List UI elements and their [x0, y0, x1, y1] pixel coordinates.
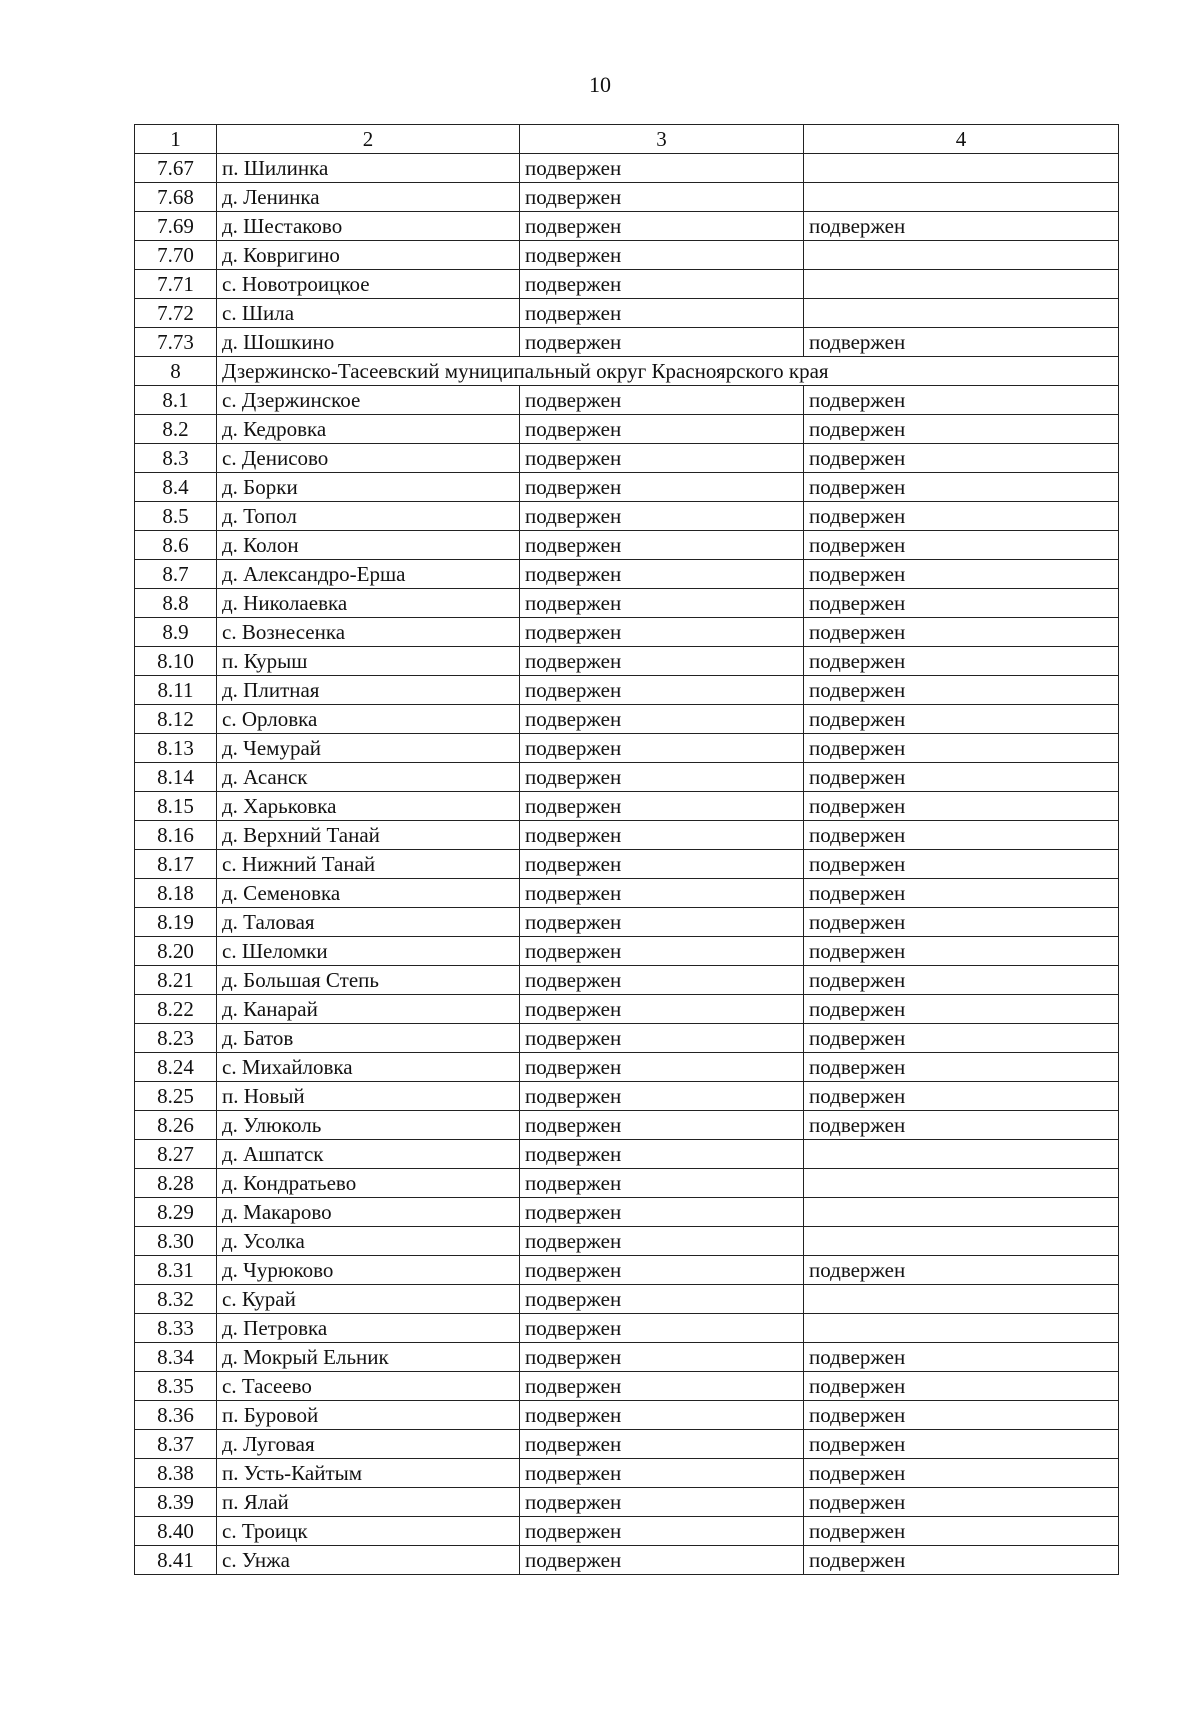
table-row — [135, 763, 1119, 792]
row-number: 8.13 — [135, 734, 217, 763]
row-number: 7.71 — [135, 270, 217, 299]
column-3-value: подвержен — [520, 763, 804, 792]
column-4-value: подвержен — [804, 328, 1119, 357]
column-4-value: подвержен — [804, 618, 1119, 647]
settlement-name: д. Ашпатск — [217, 1140, 520, 1169]
row-number: 8.20 — [135, 937, 217, 966]
table-row — [135, 734, 1119, 763]
table-body — [135, 154, 1119, 1575]
table-row — [135, 792, 1119, 821]
column-4-value — [804, 1285, 1119, 1314]
column-3-value: подвержен — [520, 1314, 804, 1343]
table-row — [135, 154, 1119, 183]
table-row — [135, 1372, 1119, 1401]
table-row — [135, 1024, 1119, 1053]
column-4-value — [804, 1314, 1119, 1343]
settlement-name: п. Курыш — [217, 647, 520, 676]
table-row — [135, 966, 1119, 995]
settlement-name: д. Кондратьево — [217, 1169, 520, 1198]
column-4-value — [804, 1140, 1119, 1169]
row-number: 8.24 — [135, 1053, 217, 1082]
column-4-value: подвержен — [804, 1430, 1119, 1459]
column-3-value: подвержен — [520, 241, 804, 270]
table-row — [135, 937, 1119, 966]
settlement-name: с. Курай — [217, 1285, 520, 1314]
column-4-value: подвержен — [804, 966, 1119, 995]
table-row — [135, 1430, 1119, 1459]
row-number: 8.10 — [135, 647, 217, 676]
column-3-value: подвержен — [520, 1459, 804, 1488]
settlement-name: д. Шестаково — [217, 212, 520, 241]
settlement-name: с. Новотроицкое — [217, 270, 520, 299]
column-4-value: подвержен — [804, 676, 1119, 705]
column-4-value — [804, 183, 1119, 212]
section-title: Дзержинско-Тасеевский муниципальный округ Красноярского края — [217, 357, 1119, 386]
column-3-value: подвержен — [520, 879, 804, 908]
column-3-value: подвержен — [520, 589, 804, 618]
column-4-value: подвержен — [804, 415, 1119, 444]
section-row — [135, 357, 1119, 386]
column-3-value: подвержен — [520, 1401, 804, 1430]
column-3-value: подвержен — [520, 705, 804, 734]
table-row — [135, 850, 1119, 879]
column-4-value: подвержен — [804, 1459, 1119, 1488]
column-3-value: подвержен — [520, 531, 804, 560]
settlement-name: п. Шилинка — [217, 154, 520, 183]
row-number: 8.6 — [135, 531, 217, 560]
row-number: 8 — [135, 357, 217, 386]
settlement-name: д. Шошкино — [217, 328, 520, 357]
column-4-value: подвержен — [804, 1488, 1119, 1517]
row-number: 8.25 — [135, 1082, 217, 1111]
row-number: 8.9 — [135, 618, 217, 647]
table-row — [135, 589, 1119, 618]
row-number: 8.23 — [135, 1024, 217, 1053]
settlement-name: д. Колон — [217, 531, 520, 560]
column-3-value: подвержен — [520, 560, 804, 589]
table-row — [135, 444, 1119, 473]
column-4-value: подвержен — [804, 792, 1119, 821]
settlement-name: д. Семеновка — [217, 879, 520, 908]
table-row — [135, 705, 1119, 734]
column-4-value: подвержен — [804, 1372, 1119, 1401]
column-4-value: подвержен — [804, 995, 1119, 1024]
column-4-value — [804, 241, 1119, 270]
row-number: 8.22 — [135, 995, 217, 1024]
column-4-value: подвержен — [804, 1401, 1119, 1430]
column-3-value: подвержен — [520, 270, 804, 299]
row-number: 8.31 — [135, 1256, 217, 1285]
table-row — [135, 212, 1119, 241]
column-4-value — [804, 1169, 1119, 1198]
column-3-value: подвержен — [520, 1169, 804, 1198]
column-3-value: подвержен — [520, 1343, 804, 1372]
table-row — [135, 647, 1119, 676]
table-row — [135, 1256, 1119, 1285]
settlement-name: д. Николаевка — [217, 589, 520, 618]
settlement-name: с. Михайловка — [217, 1053, 520, 1082]
settlement-name: д. Таловая — [217, 908, 520, 937]
settlement-name: с. Шеломки — [217, 937, 520, 966]
settlement-name: п. Ялай — [217, 1488, 520, 1517]
table-row — [135, 1053, 1119, 1082]
row-number: 7.69 — [135, 212, 217, 241]
column-4-value: подвержен — [804, 1053, 1119, 1082]
row-number: 7.68 — [135, 183, 217, 212]
column-4-value: подвержен — [804, 908, 1119, 937]
row-number: 8.5 — [135, 502, 217, 531]
column-3-value: подвержен — [520, 1111, 804, 1140]
table-row — [135, 1314, 1119, 1343]
column-3-value: подвержен — [520, 821, 804, 850]
column-3-value: подвержен — [520, 473, 804, 502]
settlement-name: д. Кедровка — [217, 415, 520, 444]
column-3-value: подвержен — [520, 966, 804, 995]
table-row — [135, 1459, 1119, 1488]
column-3-value: подвержен — [520, 444, 804, 473]
settlement-name: д. Чемурай — [217, 734, 520, 763]
row-number: 8.15 — [135, 792, 217, 821]
column-4-value: подвержен — [804, 444, 1119, 473]
row-number: 8.32 — [135, 1285, 217, 1314]
column-4-value: подвержен — [804, 589, 1119, 618]
settlement-name: с. Дзержинское — [217, 386, 520, 415]
row-number: 8.3 — [135, 444, 217, 473]
settlement-name: п. Буровой — [217, 1401, 520, 1430]
column-3-value: подвержен — [520, 154, 804, 183]
settlement-name: д. Асанск — [217, 763, 520, 792]
column-4-value: подвержен — [804, 1546, 1119, 1575]
column-header-1: 1 — [135, 125, 217, 154]
column-4-value: подвержен — [804, 763, 1119, 792]
row-number: 8.21 — [135, 966, 217, 995]
settlement-name: п. Усть-Кайтым — [217, 1459, 520, 1488]
column-3-value: подвержен — [520, 1488, 804, 1517]
table-row — [135, 1517, 1119, 1546]
row-number: 8.7 — [135, 560, 217, 589]
column-4-value — [804, 270, 1119, 299]
column-4-value: подвержен — [804, 531, 1119, 560]
row-number: 8.26 — [135, 1111, 217, 1140]
table-row — [135, 908, 1119, 937]
column-4-value: подвержен — [804, 821, 1119, 850]
column-4-value: подвержен — [804, 879, 1119, 908]
column-3-value: подвержен — [520, 1430, 804, 1459]
row-number: 8.28 — [135, 1169, 217, 1198]
table-row — [135, 1285, 1119, 1314]
table-row — [135, 473, 1119, 502]
table-row — [135, 1082, 1119, 1111]
column-3-value: подвержен — [520, 908, 804, 937]
settlement-name: д. Макарово — [217, 1198, 520, 1227]
row-number: 8.39 — [135, 1488, 217, 1517]
row-number: 8.11 — [135, 676, 217, 705]
column-3-value: подвержен — [520, 792, 804, 821]
column-3-value: подвержен — [520, 1198, 804, 1227]
settlement-name: д. Луговая — [217, 1430, 520, 1459]
settlement-name: с. Тасеево — [217, 1372, 520, 1401]
settlement-name: д. Большая Степь — [217, 966, 520, 995]
table-row — [135, 241, 1119, 270]
table-row — [135, 1343, 1119, 1372]
table-row — [135, 676, 1119, 705]
settlement-name: д. Чурюково — [217, 1256, 520, 1285]
row-number: 8.36 — [135, 1401, 217, 1430]
row-number: 8.34 — [135, 1343, 217, 1372]
table-row — [135, 415, 1119, 444]
row-number: 8.2 — [135, 415, 217, 444]
settlement-name: д. Петровка — [217, 1314, 520, 1343]
column-3-value: подвержен — [520, 328, 804, 357]
column-4-value: подвержен — [804, 473, 1119, 502]
column-3-value: подвержен — [520, 995, 804, 1024]
settlement-name: д. Александро-Ерша — [217, 560, 520, 589]
settlement-name: с. Шила — [217, 299, 520, 328]
row-number: 8.12 — [135, 705, 217, 734]
settlement-name: д. Плитная — [217, 676, 520, 705]
row-number: 8.35 — [135, 1372, 217, 1401]
table-row — [135, 618, 1119, 647]
column-3-value: подвержен — [520, 183, 804, 212]
settlement-name: д. Усолка — [217, 1227, 520, 1256]
table-row — [135, 560, 1119, 589]
table-row — [135, 270, 1119, 299]
column-3-value: подвержен — [520, 502, 804, 531]
column-header-3: 3 — [520, 125, 804, 154]
table-header — [135, 125, 1119, 154]
row-number: 8.8 — [135, 589, 217, 618]
settlement-name: с. Денисово — [217, 444, 520, 473]
row-number: 8.40 — [135, 1517, 217, 1546]
column-4-value — [804, 299, 1119, 328]
column-header-2: 2 — [217, 125, 520, 154]
column-3-value: подвержен — [520, 676, 804, 705]
settlement-name: д. Верхний Танай — [217, 821, 520, 850]
row-number: 8.17 — [135, 850, 217, 879]
settlements-table — [134, 124, 1119, 1575]
column-3-value: подвержен — [520, 1372, 804, 1401]
settlement-name: с. Вознесенка — [217, 618, 520, 647]
column-3-value: подвержен — [520, 1285, 804, 1314]
row-number: 8.18 — [135, 879, 217, 908]
column-3-value: подвержен — [520, 212, 804, 241]
row-number: 8.41 — [135, 1546, 217, 1575]
row-number: 8.16 — [135, 821, 217, 850]
column-3-value: подвержен — [520, 1546, 804, 1575]
settlement-name: д. Канарай — [217, 995, 520, 1024]
table-row — [135, 1488, 1119, 1517]
column-4-value: подвержен — [804, 1024, 1119, 1053]
settlement-name: д. Ленинка — [217, 183, 520, 212]
column-3-value: подвержен — [520, 1053, 804, 1082]
header-row — [135, 125, 1119, 154]
column-3-value: подвержен — [520, 647, 804, 676]
column-3-value: подвержен — [520, 734, 804, 763]
column-4-value: подвержен — [804, 1343, 1119, 1372]
row-number: 7.73 — [135, 328, 217, 357]
row-number: 8.19 — [135, 908, 217, 937]
settlement-name: с. Троицк — [217, 1517, 520, 1546]
page-number: 10 — [589, 72, 611, 97]
settlement-name: д. Ковригино — [217, 241, 520, 270]
row-number: 7.72 — [135, 299, 217, 328]
column-4-value — [804, 154, 1119, 183]
table-row — [135, 386, 1119, 415]
row-number: 8.29 — [135, 1198, 217, 1227]
column-4-value: подвержен — [804, 850, 1119, 879]
column-3-value: подвержен — [520, 415, 804, 444]
column-4-value: подвержен — [804, 560, 1119, 589]
table-row — [135, 1546, 1119, 1575]
column-3-value: подвержен — [520, 1256, 804, 1285]
table-row — [135, 299, 1119, 328]
table-row — [135, 1198, 1119, 1227]
column-4-value: подвержен — [804, 1517, 1119, 1546]
row-number: 8.33 — [135, 1314, 217, 1343]
settlement-name: с. Нижний Танай — [217, 850, 520, 879]
column-4-value — [804, 1198, 1119, 1227]
table-row — [135, 328, 1119, 357]
column-4-value — [804, 1227, 1119, 1256]
column-3-value: подвержен — [520, 937, 804, 966]
table-row — [135, 995, 1119, 1024]
row-number: 7.67 — [135, 154, 217, 183]
column-4-value: подвержен — [804, 734, 1119, 763]
table-row — [135, 821, 1119, 850]
settlement-name: д. Батов — [217, 1024, 520, 1053]
row-number: 8.38 — [135, 1459, 217, 1488]
table-row — [135, 1111, 1119, 1140]
column-3-value: подвержен — [520, 1227, 804, 1256]
row-number: 7.70 — [135, 241, 217, 270]
settlement-name: д. Топол — [217, 502, 520, 531]
row-number: 8.27 — [135, 1140, 217, 1169]
table-row — [135, 1227, 1119, 1256]
table-row — [135, 1140, 1119, 1169]
column-3-value: подвержен — [520, 850, 804, 879]
table-row — [135, 531, 1119, 560]
table-row — [135, 1169, 1119, 1198]
row-number: 8.30 — [135, 1227, 217, 1256]
table-row — [135, 879, 1119, 908]
column-3-value: подвержен — [520, 1082, 804, 1111]
column-3-value: подвержен — [520, 618, 804, 647]
settlement-name: д. Харьковка — [217, 792, 520, 821]
column-4-value: подвержен — [804, 937, 1119, 966]
row-number: 8.4 — [135, 473, 217, 502]
column-4-value: подвержен — [804, 647, 1119, 676]
settlement-name: с. Орловка — [217, 705, 520, 734]
settlement-name: с. Унжа — [217, 1546, 520, 1575]
column-3-value: подвержен — [520, 386, 804, 415]
column-4-value: подвержен — [804, 1082, 1119, 1111]
table-row — [135, 183, 1119, 212]
column-3-value: подвержен — [520, 1024, 804, 1053]
row-number: 8.37 — [135, 1430, 217, 1459]
row-number: 8.14 — [135, 763, 217, 792]
column-4-value: подвержен — [804, 212, 1119, 241]
column-4-value: подвержен — [804, 1256, 1119, 1285]
column-4-value: подвержен — [804, 1111, 1119, 1140]
column-3-value: подвержен — [520, 299, 804, 328]
column-4-value: подвержен — [804, 386, 1119, 415]
settlement-name: п. Новый — [217, 1082, 520, 1111]
settlement-name: д. Борки — [217, 473, 520, 502]
table-row — [135, 502, 1119, 531]
row-number: 8.1 — [135, 386, 217, 415]
column-4-value: подвержен — [804, 502, 1119, 531]
settlement-name: д. Мокрый Ельник — [217, 1343, 520, 1372]
column-4-value: подвержен — [804, 705, 1119, 734]
settlement-name: д. Улюколь — [217, 1111, 520, 1140]
column-header-4: 4 — [804, 125, 1119, 154]
column-3-value: подвержен — [520, 1140, 804, 1169]
table-row — [135, 1401, 1119, 1430]
column-3-value: подвержен — [520, 1517, 804, 1546]
